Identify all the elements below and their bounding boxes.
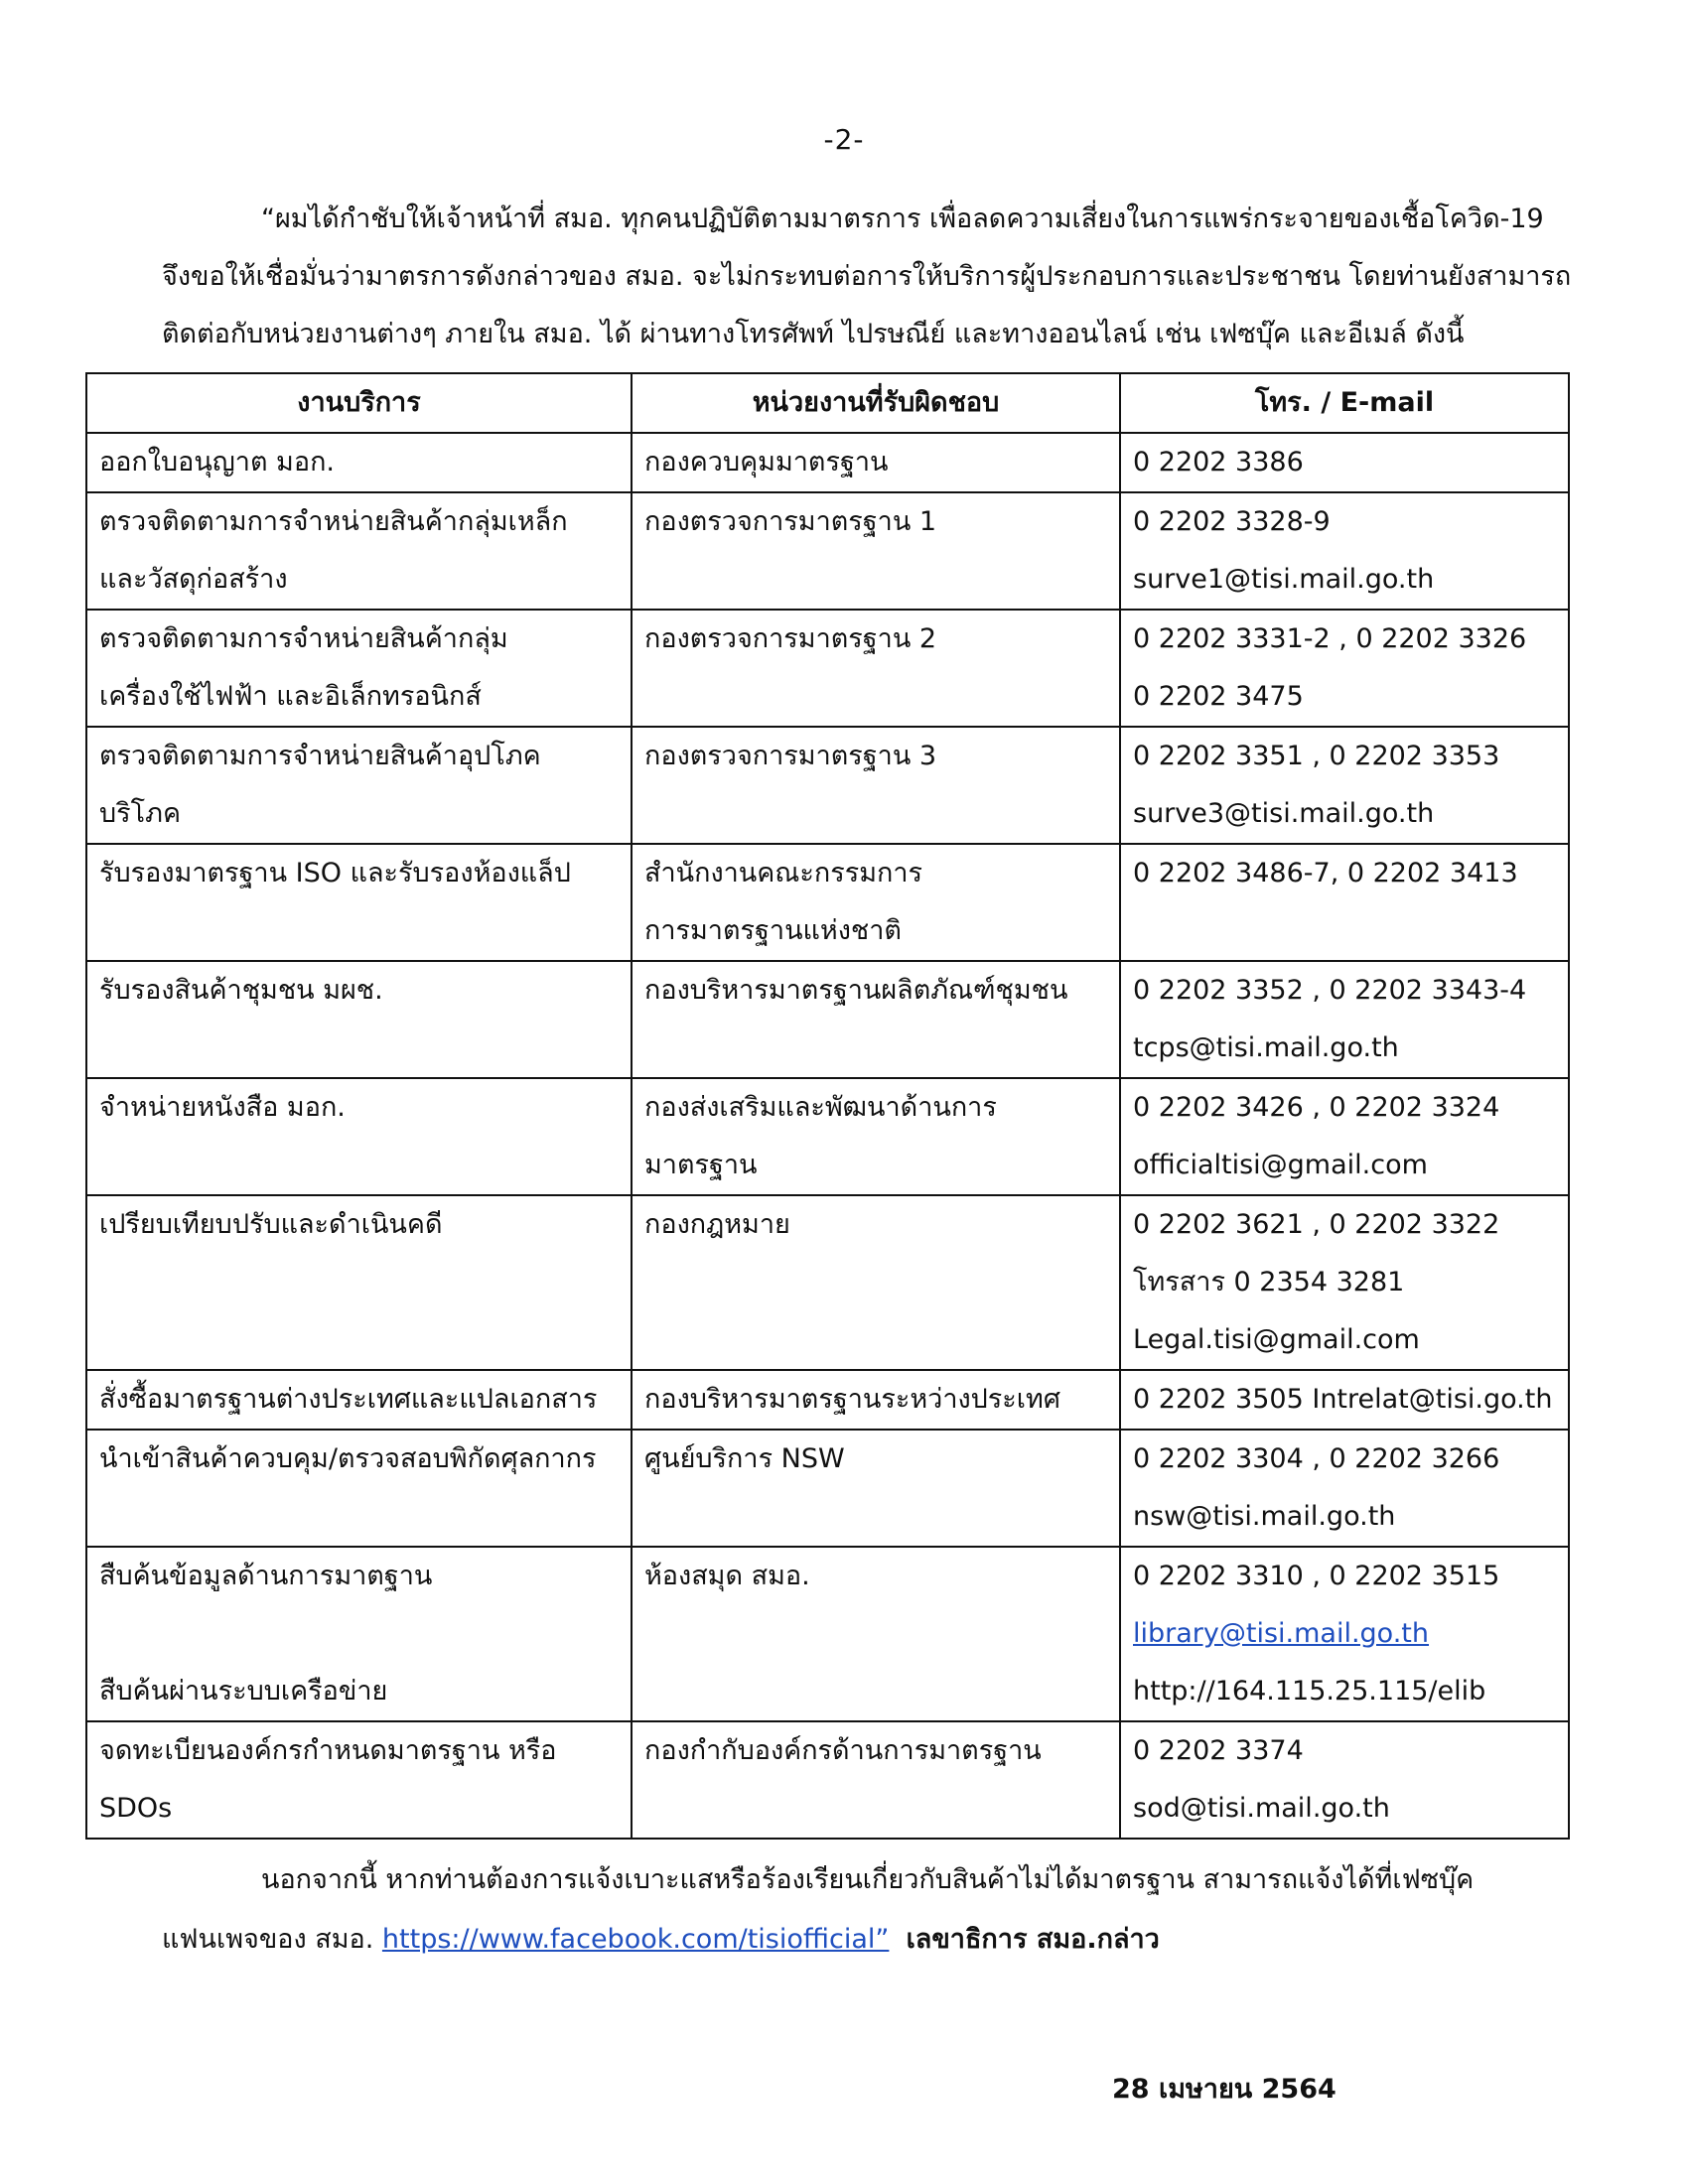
cell-unit [632,492,1120,610]
table-row [86,844,1569,961]
cell-line: การมาตรฐานแห่งชาติ [644,915,902,946]
cell-line: 0 2202 3505 Intrelat@tisi.go.th [1133,1384,1553,1415]
blank-line [99,1605,619,1663]
facebook-link[interactable]: https://www.facebook.com/tisiofficial” [381,1924,890,1955]
intro-line: “ผมได้กำชับให้เจ้าหน้าที่ สมอ. ทุกคนปฏิบัติตามมาตรการ เพื่อลดความเสี่ยงในการแพร่กระจายของเชื้อโควิด-19 [261,204,1544,234]
table-row [86,961,1569,1078]
cell-contact [1120,727,1569,844]
cell-line: 0 2202 3486-7, 0 2202 3413 [1133,858,1518,888]
cell-line: 0 2202 3374 [1133,1735,1304,1766]
table-row [86,1370,1569,1430]
header-service: งานบริการ [86,373,632,433]
cell-contact [1120,1430,1569,1547]
closing-line [162,1910,1552,1970]
table-row [86,610,1569,727]
page-number: -2- [823,123,865,156]
table-row [86,1195,1569,1370]
cell-contact [1120,1721,1569,1839]
table-row [86,433,1569,492]
cell-line: 0 2202 3352 , 0 2202 3343-4 [1133,975,1527,1006]
cell-line: กองบริหารมาตรฐานระหว่างประเทศ [644,1384,1060,1415]
cell-line: สำนักงานคณะกรรมการ [644,858,923,888]
cell-line: สั่งซื้อมาตรฐานต่างประเทศและแปลเอกสาร [99,1384,598,1415]
cell-unit [632,1430,1120,1547]
cell-contact [1120,844,1569,961]
cell-unit [632,844,1120,961]
cell-line: บริโภค [99,798,182,829]
cell-service [86,1547,632,1721]
cell-line: 0 2202 3328-9 [1133,506,1331,537]
cell-service [86,1078,632,1195]
cell-service [86,610,632,727]
cell-line: ห้องสมุด สมอ. [644,1561,810,1591]
cell-contact [1120,1370,1569,1430]
cell-line: http://164.115.25.115/elib [1133,1676,1486,1706]
cell-line: ตรวจติดตามการจำหน่ายสินค้ากลุ่ม [99,623,508,654]
cell-line: สืบค้นข้อมูลด้านการมาตฐาน [99,1561,433,1591]
cell-unit [632,433,1120,492]
cell-line: ศูนย์บริการ NSW [644,1443,845,1474]
cell-line: surve3@tisi.mail.go.th [1133,798,1435,829]
cell-unit [632,1078,1120,1195]
table-row [86,1547,1569,1721]
cell-line: 0 2202 3304 , 0 2202 3266 [1133,1443,1500,1474]
cell-line: 0 2202 3426 , 0 2202 3324 [1133,1092,1500,1123]
cell-line: กองบริหารมาตรฐานผลิตภัณฑ์ชุมชน [644,975,1068,1006]
intro-line: จึงขอให้เชื่อมั่นว่ามาตรการดังกล่าวของ สมอ. จะไม่กระทบต่อการให้บริการผู้ประกอบการและประชาชน โดยท่านยังสามารถ [162,261,1572,292]
closing-line: นอกจากนี้ หากท่านต้องการแจ้งเบาะแสหรือร้องเรียนเกี่ยวกับสินค้าไม่ได้มาตรฐาน สามารถแจ้งได้ที่เฟซบุ๊ค [261,1864,1475,1895]
cell-unit [632,1721,1120,1839]
cell-unit [632,727,1120,844]
cell-service [86,1370,632,1430]
cell-service [86,1721,632,1839]
cell-line: จดทะเบียนองค์กรกำหนดมาตรฐาน หรือ [99,1735,557,1766]
cell-service [86,961,632,1078]
cell-line: และวัสดุก่อสร้าง [99,564,288,595]
cell-line: นำเข้าสินค้าควบคุม/ตรวจสอบพิกัดศุลกากร [99,1443,597,1474]
cell-line: 0 2202 3331-2 , 0 2202 3326 [1133,623,1527,654]
cell-unit [632,610,1120,727]
intro-line: ติดต่อกับหน่วยงานต่างๆ ภายใน สมอ. ได้ ผ่านทางโทรศัพท์ ไปรษณีย์ และทางออนไลน์ เช่น เฟซบุ๊ค และอีเมล์ ดังนี้ [162,319,1465,349]
table-row [86,1430,1569,1547]
cell-line: กองส่งเสริมและพัฒนาด้านการ [644,1092,997,1123]
cell-service [86,727,632,844]
cell-line: 0 2202 3386 [1133,447,1304,478]
cell-line: nsw@tisi.mail.go.th [1133,1501,1396,1532]
email-link[interactable]: library@tisi.mail.go.th [1133,1618,1430,1649]
cell-contact [1120,1195,1569,1370]
cell-line: โทรสาร 0 2354 3281 [1133,1267,1405,1297]
cell-service [86,1195,632,1370]
cell-service [86,492,632,610]
table-row [86,1721,1569,1839]
cell-line: กองตรวจการมาตรฐาน 3 [644,741,937,771]
cell-line: รับรองสินค้าชุมชน มผช. [99,975,383,1006]
cell-unit [632,1547,1120,1721]
cell-contact [1120,492,1569,610]
cell-line: กองตรวจการมาตรฐาน 2 [644,623,937,654]
document-date: 28 เมษายน 2564 [1112,2074,1336,2105]
cell-line: 0 2202 3310 , 0 2202 3515 [1133,1561,1500,1591]
cell-unit [632,1195,1120,1370]
cell-line: ตรวจติดตามการจำหน่ายสินค้าอุปโภค [99,741,541,771]
cell-line: 0 2202 3475 [1133,681,1304,712]
cell-line: ตรวจติดตามการจำหน่ายสินค้ากลุ่มเหล็ก [99,506,568,537]
cell-line: รับรองมาตรฐาน ISO และรับรองห้องแล็ป [99,858,571,888]
cell-line: กองกำกับองค์กรด้านการมาตรฐาน [644,1735,1042,1766]
cell-line: sod@tisi.mail.go.th [1133,1793,1390,1824]
table-row [86,1078,1569,1195]
cell-line: ออกใบอนุญาต มอก. [99,447,336,478]
cell-line: เครื่องใช้ไฟฟ้า และอิเล็กทรอนิกส์ [99,681,482,712]
speaker-attribution: เลขาธิการ สมอ.กล่าว [906,1924,1160,1955]
cell-service [86,844,632,961]
cell-line: กองควบคุมมาตรฐาน [644,447,889,478]
intro-paragraph [162,191,1572,363]
cell-contact [1120,1547,1569,1721]
cell-contact [1120,961,1569,1078]
cell-unit [632,961,1120,1078]
cell-line: Legal.tisi@gmail.com [1133,1324,1420,1355]
cell-contact [1120,1078,1569,1195]
cell-line: จำหน่ายหนังสือ มอก. [99,1092,346,1123]
cell-service [86,433,632,492]
cell-line: SDOs [99,1793,173,1824]
closing-prefix: แฟนเพจของ สมอ. [162,1924,382,1955]
cell-contact [1120,610,1569,727]
cell-line: 0 2202 3621 , 0 2202 3322 [1133,1209,1500,1240]
cell-line: tcps@tisi.mail.go.th [1133,1032,1399,1063]
cell-unit [632,1370,1120,1430]
cell-contact [1120,433,1569,492]
header-contact: โทร. / E-mail [1120,373,1569,433]
table-body [86,433,1569,1839]
table-header-row [86,373,1569,433]
header-unit: หน่วยงานที่รับผิดชอบ [632,373,1120,433]
closing-paragraph [162,1850,1552,1970]
table-row [86,727,1569,844]
cell-line: กองตรวจการมาตรฐาน 1 [644,506,937,537]
cell-service [86,1430,632,1547]
cell-line: 0 2202 3351 , 0 2202 3353 [1133,741,1500,771]
cell-line: surve1@tisi.mail.go.th [1133,564,1435,595]
cell-line: กองกฎหมาย [644,1209,790,1240]
cell-line: เปรียบเทียบปรับและดำเนินคดี [99,1209,443,1240]
contact-table [85,372,1570,1840]
cell-line: officialtisi@gmail.com [1133,1150,1428,1180]
cell-line: มาตรฐาน [644,1150,758,1180]
cell-line: สืบค้นผ่านระบบเครือข่าย [99,1676,388,1706]
table-row [86,492,1569,610]
